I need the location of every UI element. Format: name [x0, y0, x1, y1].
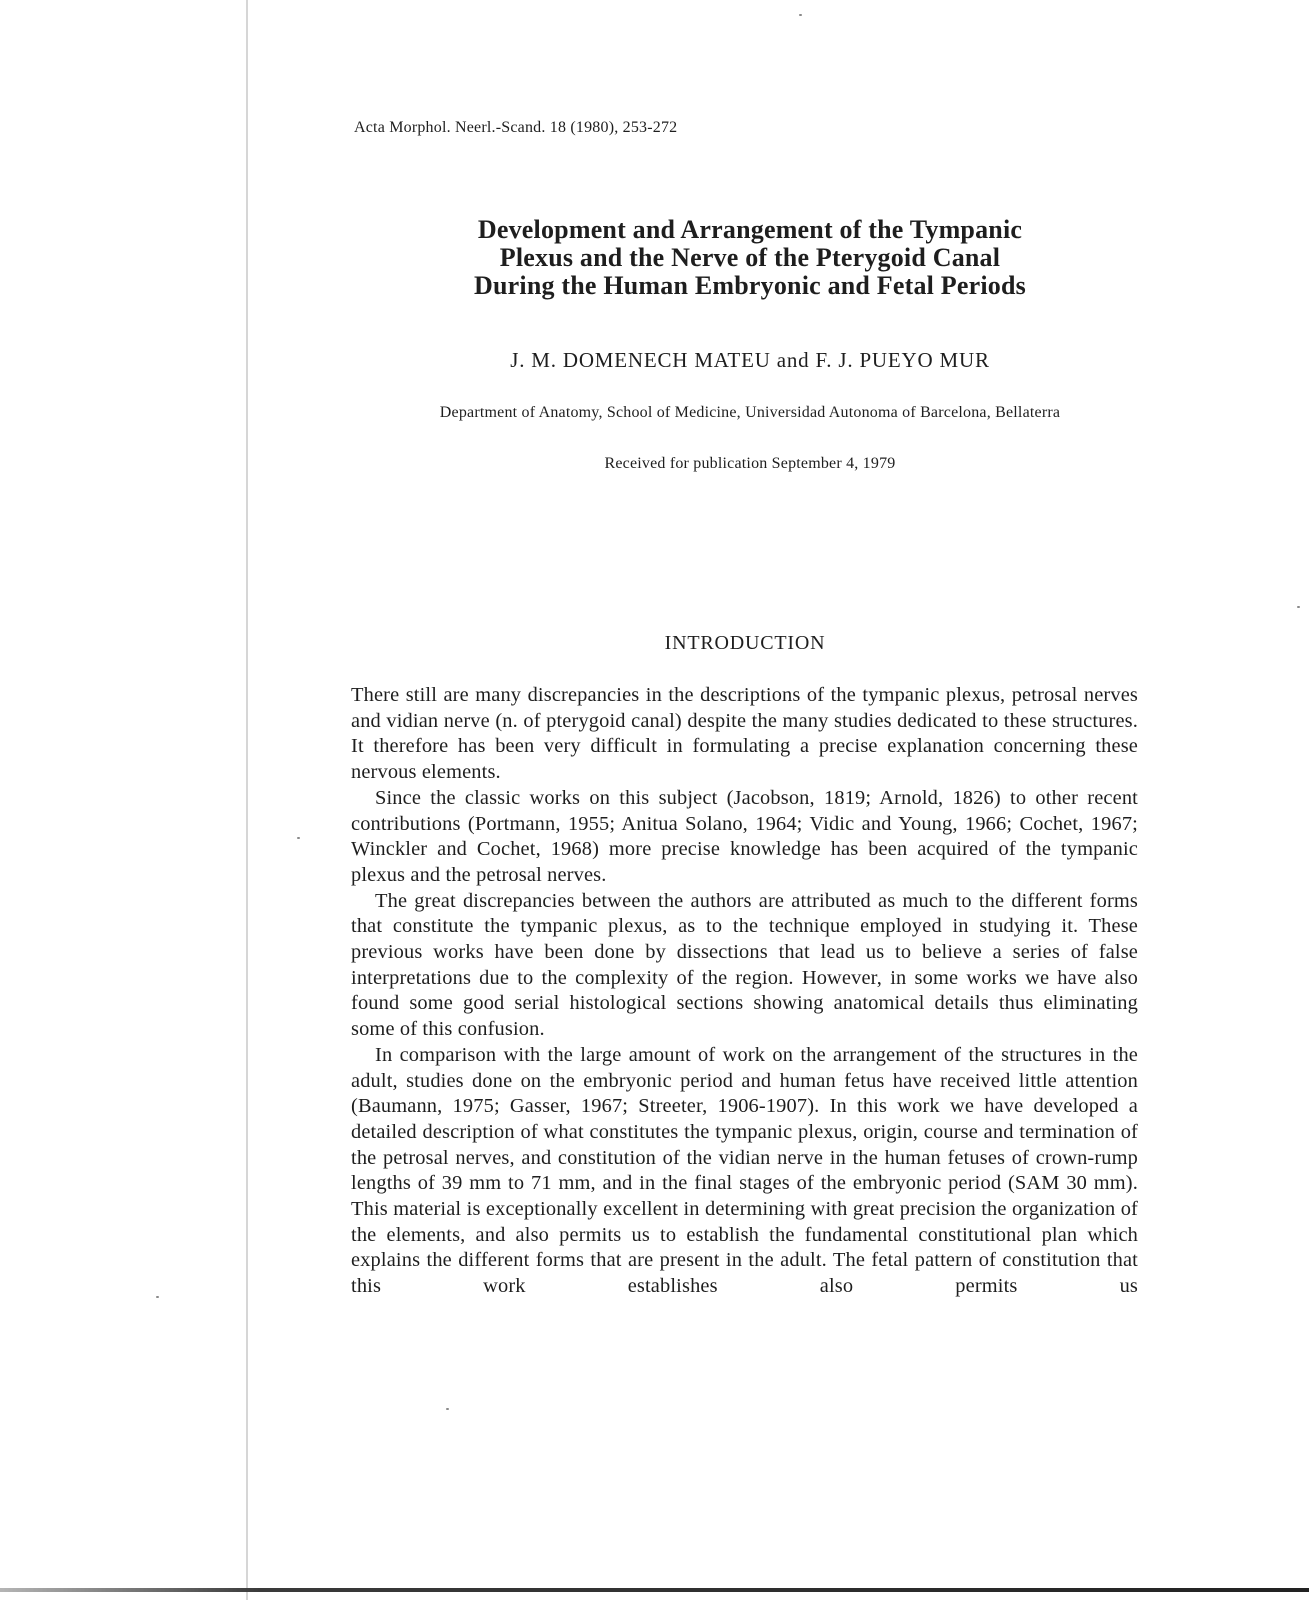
- article-authors: J. M. DOMENECH MATEU and F. J. PUEYO MUR: [510, 348, 990, 372]
- page-spine-line: [246, 0, 248, 1600]
- section-heading-introduction: INTRODUCTION: [664, 632, 826, 654]
- title-line: Plexus and the Nerve of the Pterygoid Canal: [499, 243, 1001, 272]
- body-paragraph: In comparison with the large amount of work on the arrangement of the structures in the adult, studies done on the embryonic period and human fetus have received little attention (Baumann, 1975; Gasser, 1967; Streeter, 1906-1907). In this work we have developed a detailed description of what constitutes the tympanic plexus, origin, course and termination of the petrosal nerves, and constitution of the vidian nerve in the human fetuses of crown-rump lengths of 39 mm to 71 mm, and in the final stages of the embryonic period (SAM 30 mm). This material is exceptionally excellent in determining with great precision the organization of the elements, and also permits us to establish the fundamental constitutional plan which explains the different forms that are present in the adult. The fetal pattern of constitution that this work establishes also permits us: [351, 1043, 1138, 1298]
- received-date: Received for publication September 4, 1979: [604, 455, 896, 472]
- introduction-body: [351, 683, 1138, 1300]
- body-paragraph: Since the classic works on this subject (Jacobson, 1819; Arnold, 1826) to other recent contributions (Portmann, 1955; Anitua Solano, 1964; Vidic and Young, 1966; Cochet, 1967; Winckler and Cochet, 1968) more precise knowledge has been acquired of the tympanic plexus and the petrosal nerves.: [351, 786, 1138, 886]
- journal-reference: Acta Morphol. Neerl.-Scand. 18 (1980), 253-272: [354, 119, 678, 136]
- title-line: During the Human Embryonic and Fetal Periods: [474, 271, 1026, 300]
- scan-speck: [297, 837, 300, 839]
- body-paragraph: There still are many discrepancies in the descriptions of the tympanic plexus, petrosal nerves and vidian nerve (n. of pterygoid canal) despite the many studies dedicated to these structures. It therefore has been very difficult in formulating a precise explanation concerning these nervous elements.: [351, 684, 1138, 784]
- page-bottom-edge: [0, 1588, 1309, 1592]
- scan-speck: [156, 1296, 159, 1298]
- scan-speck: [799, 14, 802, 16]
- body-paragraph: The great discrepancies between the authors are attributed as much to the different forms that constitute the tympanic plexus, as to the technique employed in studying it. These previous works have been done by dissections that lead us to believe a series of false interpretations due to the complexity of the region. However, in some works we have also found some good serial histological sections showing anatomical details thus eliminating some of this confusion.: [351, 889, 1138, 1041]
- title-line: Development and Arrangement of the Tympanic: [477, 215, 1023, 244]
- author-affiliation: Department of Anatomy, School of Medicine, Universidad Autonoma of Barcelona, Bellaterra: [439, 404, 1061, 421]
- scan-speck: [1297, 606, 1300, 608]
- article-title: [350, 216, 1150, 300]
- scan-speck: [446, 1408, 449, 1410]
